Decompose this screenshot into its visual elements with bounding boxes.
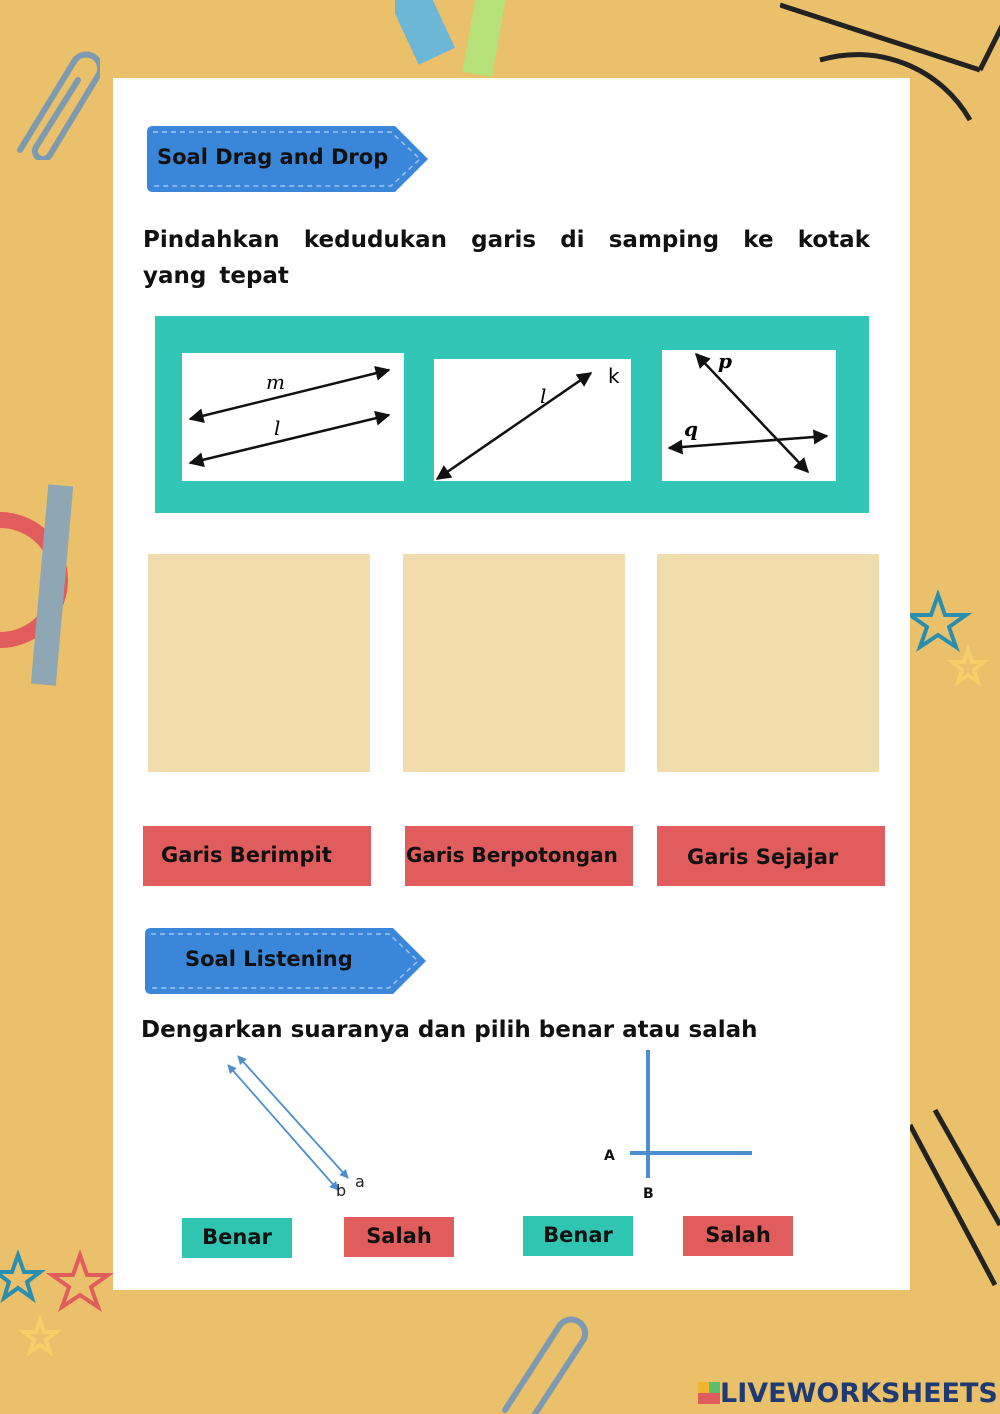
label-garis-berpotongan: Garis Berpotongan	[405, 826, 633, 886]
figure-parallel-lines[interactable]	[182, 353, 404, 481]
star-icon	[0, 1250, 115, 1360]
line-label: m	[266, 370, 285, 394]
line-label: b	[336, 1181, 347, 1200]
line-label: l	[274, 416, 281, 440]
instruction-text: Dengarkan suaranya dan pilih benar atau salah	[141, 1017, 758, 1043]
salah-button-1[interactable]: Salah	[344, 1217, 454, 1257]
instruction-text: Pindahkan kedudukan garis di samping ke kotak yang tepat	[143, 227, 870, 289]
figures-panel	[155, 316, 869, 513]
banner-title: Soal Drag and Drop	[157, 145, 389, 169]
logo-icon	[698, 1382, 720, 1404]
line-label: p	[718, 350, 732, 373]
figure-perpendicular-lines-ab	[598, 1048, 758, 1208]
section-banner-drag-drop	[143, 124, 433, 194]
line-label: q	[684, 417, 698, 441]
figure-parallel-lines-ab	[213, 1048, 383, 1208]
line-label: B	[643, 1186, 654, 1202]
figure-coincident-lines[interactable]	[434, 359, 631, 481]
protractor-icon	[0, 480, 100, 690]
paperclip-icon	[0, 40, 100, 160]
drop-box-1[interactable]	[148, 554, 370, 772]
line-label: A	[604, 1148, 615, 1164]
drop-box-3[interactable]	[657, 554, 879, 772]
line-label: l	[540, 384, 547, 408]
paperclip-icon	[490, 1300, 590, 1414]
drop-box-2[interactable]	[403, 554, 625, 772]
worksheet-page	[113, 78, 910, 1290]
line-label: k	[608, 364, 620, 388]
banner-title: Soal Listening	[185, 947, 353, 971]
benar-button-1[interactable]: Benar	[182, 1218, 292, 1258]
ruler-icon	[395, 0, 525, 80]
label-garis-berimpit: Garis Berimpit	[143, 826, 371, 886]
star-icon	[908, 590, 1000, 700]
ruler-icon	[905, 1105, 1000, 1295]
figure-intersecting-lines[interactable]	[662, 350, 836, 481]
liveworksheets-logo	[698, 1378, 998, 1409]
salah-button-2[interactable]: Salah	[683, 1216, 793, 1256]
benar-button-2[interactable]: Benar	[523, 1216, 633, 1256]
section-banner-listening	[141, 926, 431, 996]
label-garis-sejajar: Garis Sejajar	[657, 826, 885, 886]
line-label: a	[355, 1172, 365, 1191]
brand-name: LIVEWORKSHEETS	[720, 1378, 998, 1409]
